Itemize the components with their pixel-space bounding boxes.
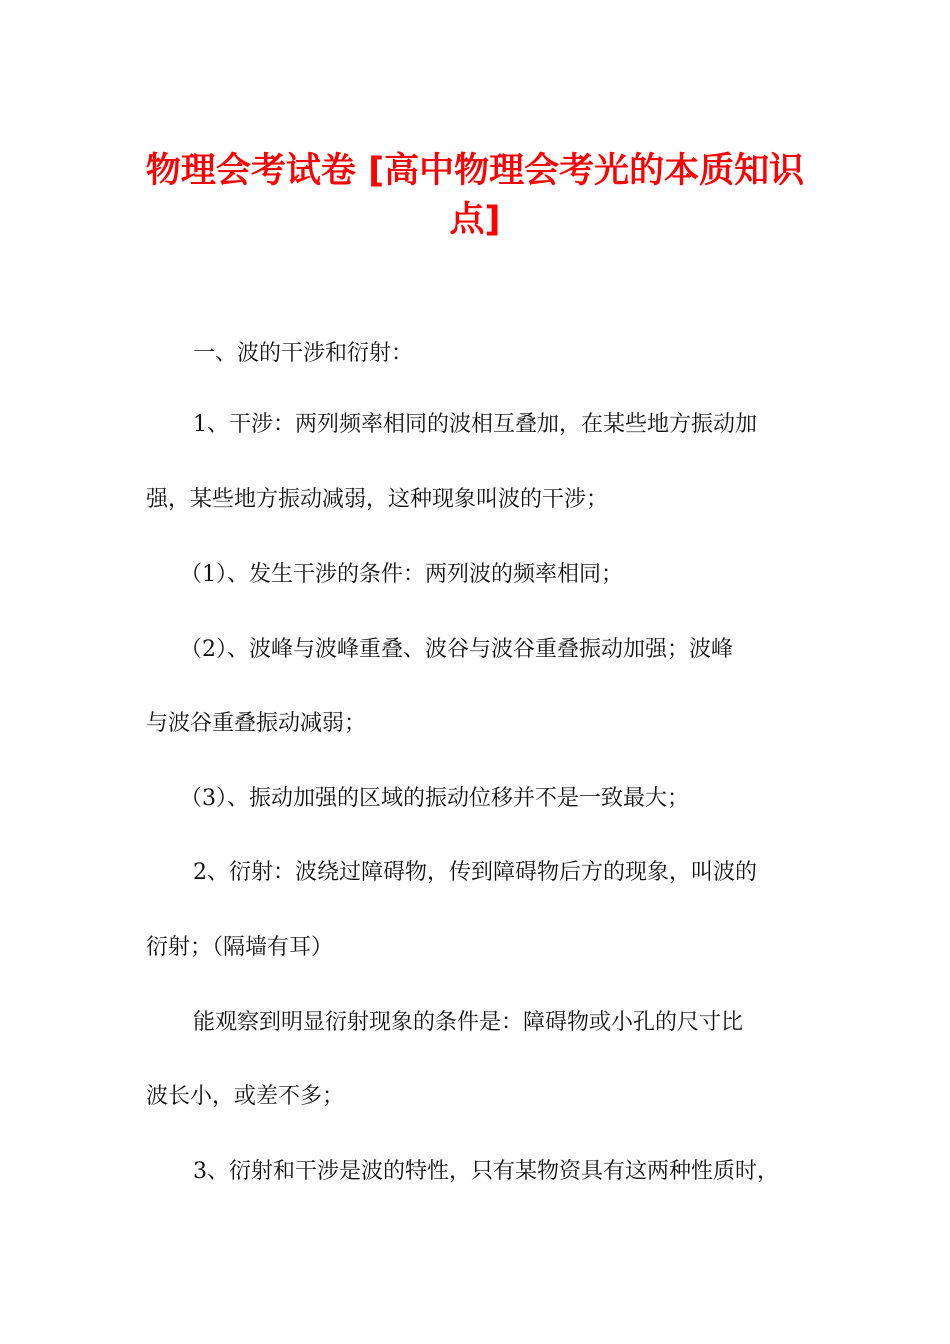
- document-title: 物理会考试卷 [高中物理会考光的本质知识: [145, 151, 805, 191]
- paragraph-line: 1、干涉：两列频率相同的波相互叠加，在某些地方振动加: [193, 412, 757, 437]
- paragraph-line: 2、衍射：波绕过障碍物，传到障碍物后方的现象，叫波的: [193, 860, 757, 885]
- paragraph-line: 与波谷重叠振动减弱；: [146, 711, 367, 736]
- paragraph-line: （3）、振动加强的区域的振动位移并不是一致最大；: [180, 786, 689, 811]
- section-heading: 一、波的干涉和衍射：: [193, 341, 414, 366]
- paragraph-line: 强，某些地方振动减弱，这种现象叫波的干涉；: [146, 487, 609, 512]
- paragraph-line: 波长小，或差不多；: [146, 1084, 345, 1109]
- paragraph-line: 3、衍射和干涉是波的特性，只有某物资具有这两种性质时，: [193, 1159, 779, 1184]
- paragraph-line: 能观察到明显衍射现象的条件是：障碍物或小孔的尺寸比: [193, 1010, 744, 1035]
- paragraph-line: （1）、发生干涉的条件：两列波的频率相同；: [180, 562, 623, 587]
- paragraph-line: （2）、波峰与波峰重叠、波谷与波谷重叠振动加强；波峰: [180, 637, 733, 662]
- paragraph-line: 衍射；（隔墙有耳）: [146, 935, 334, 960]
- document-title-continued: 点]: [449, 200, 501, 240]
